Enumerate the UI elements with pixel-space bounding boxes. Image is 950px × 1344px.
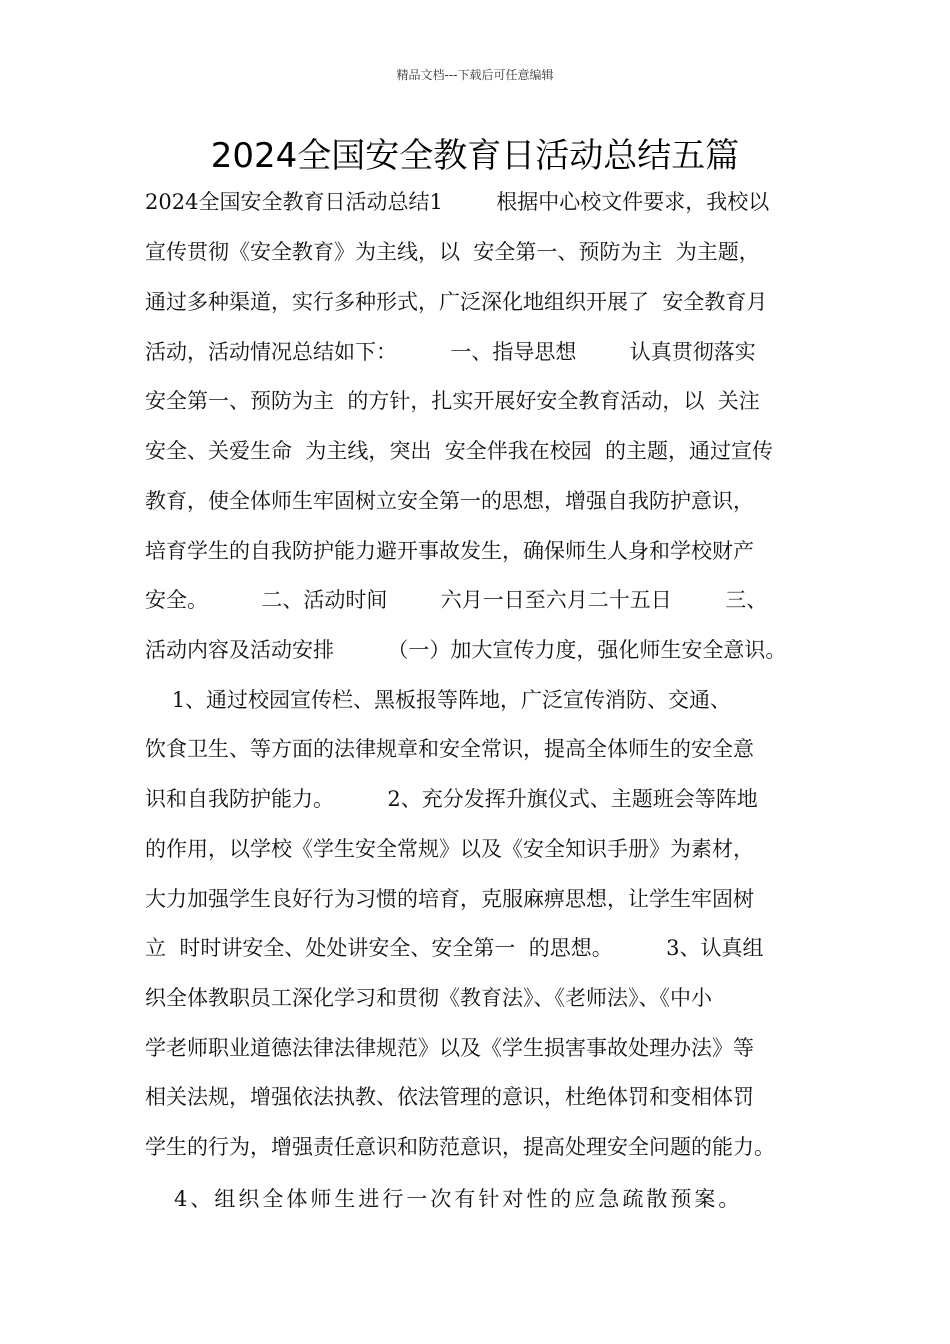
page-header: 精品文档---下载后可任意编辑: [396, 68, 554, 82]
body-line: 安全、关爱生命 为主线，突出 安全伴我在校园 的主题，通过宣传: [145, 439, 774, 463]
body-line: 通过多种渠道，实行多种形式，广泛深化地组织开展了 安全教育月: [145, 290, 768, 314]
body-line: 学生的行为，增强责任意识和防范意识，提高处理安全问题的能力。: [145, 1135, 775, 1159]
body-line: 饮食卫生、等方面的法律规章和安全常识，提高全体师生的安全意: [145, 737, 754, 761]
body-line: 相关法规，增强依法执教、依法管理的意识，杜绝体罚和变相体罚: [145, 1085, 754, 1109]
body-line: 活动，活动情况总结如下： 一、指导思想 认真贯彻落实: [145, 340, 756, 364]
body-line: 立 时时讲安全、处处讲安全、安全第一 的思想。 3、认真组: [145, 936, 764, 960]
body-line: 识和自我防护能力。 2、充分发挥升旗仪式、主题班会等阵地: [145, 787, 758, 811]
body-line: 活动内容及活动安排 （一）加大宣传力度，强化师生安全意识。: [145, 638, 787, 662]
body-line: 织全体教职员工深化学习和贯彻《教育法》、《老师法》、《中小: [145, 986, 712, 1010]
body-line: 的作用，以学校《学生安全常规》以及《安全知识手册》为素材，: [145, 837, 754, 861]
body-line: 宣传贯彻《安全教育》为主线，以 安全第一、预防为主 为主题，: [145, 240, 760, 264]
body-line: 大力加强学生良好行为习惯的培育，克服麻痹思想，让学生牢固树: [145, 887, 754, 911]
body-line: 学老师职业道德法律法律规范》以及《学生损害事故处理办法》等: [145, 1036, 754, 1060]
body-line: 4、组织全体师生进行一次有针对性的应急疏散预案。: [145, 1187, 743, 1211]
body-line: 培育学生的自我防护能力避开事故发生，确保师生人身和学校财产: [145, 539, 754, 563]
body-line: 安全第一、预防为主 的方针，扎实开展好安全教育活动，以 关注: [145, 389, 760, 413]
body-line: 1、通过校园宣传栏、黑板报等阵地，广泛宣传消防、交通、: [145, 688, 732, 712]
body-line: 教育，使全体师生牢固树立安全第一的思想，增强自我防护意识，: [145, 489, 754, 513]
body-line: 安全。 二、活动时间 六月一日至六月二十五日 三、: [145, 588, 768, 612]
body-line: 2024全国安全教育日活动总结1 根据中心校文件要求，我校以: [145, 190, 770, 214]
document-title: 2024全国安全教育日活动总结五篇: [210, 136, 740, 176]
